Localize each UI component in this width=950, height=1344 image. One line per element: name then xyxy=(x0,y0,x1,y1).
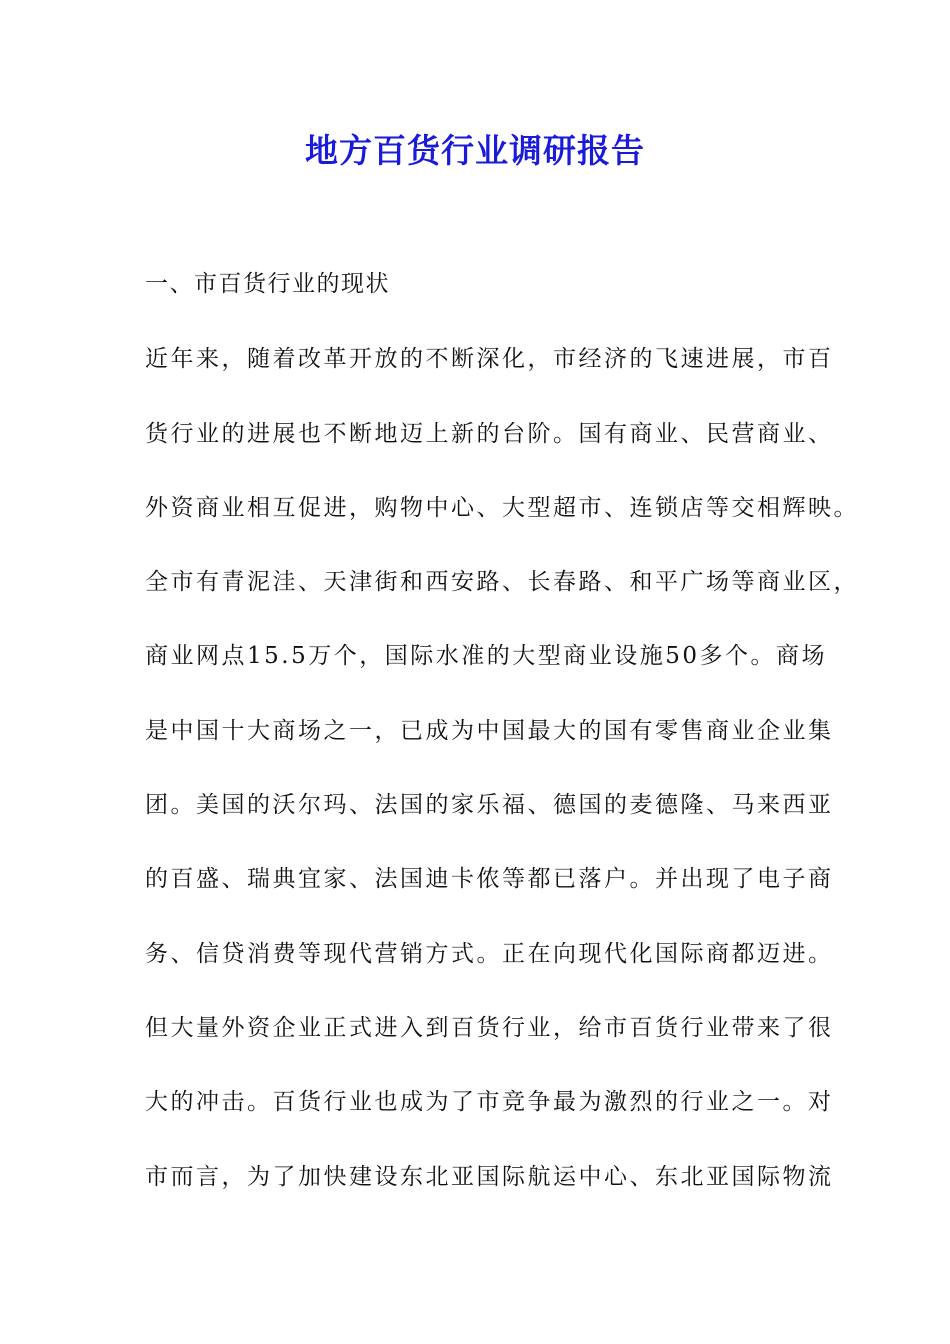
paragraph-line: 团。美国的沃尔玛、法国的家乐福、德国的麦德隆、马来西亚 xyxy=(145,792,834,818)
section-heading: 一、市百货行业的现状 xyxy=(145,271,390,297)
paragraph-line: 是中国十大商场之一，已成为中国最大的国有零售商业企业集 xyxy=(145,718,834,744)
paragraph-line: 但大量外资企业正式进入到百货行业，给市百货行业带来了很 xyxy=(145,1015,834,1041)
paragraph-line: 的百盛、瑞典宜家、法国迪卡侬等都已落户。并出现了电子商 xyxy=(145,866,834,892)
paragraph-line: 外资商业相互促进，购物中心、大型超市、连锁店等交相辉映。 xyxy=(145,495,859,521)
paragraph-line: 全市有青泥洼、天津街和西安路、长春路、和平广场等商业区， xyxy=(145,569,859,595)
paragraph-line: 务、信贷消费等现代营销方式。正在向现代化国际商都迈进。 xyxy=(145,941,834,967)
paragraph-line: 大的冲击。百货行业也成为了市竞争最为激烈的行业之一。对 xyxy=(145,1089,834,1115)
document-title: 地方百货行业调研报告 xyxy=(305,131,645,170)
paragraph-line: 商业网点15.5万个，国际水准的大型商业设施50多个。商场 xyxy=(145,643,827,669)
paragraph-line: 市而言，为了加快建设东北亚国际航运中心、东北亚国际物流 xyxy=(145,1164,834,1190)
paragraph-line: 货行业的进展也不断地迈上新的台阶。国有商业、民营商业、 xyxy=(145,421,834,447)
paragraph-line: 近年来，随着改革开放的不断深化，市经济的飞速进展，市百 xyxy=(145,346,834,372)
